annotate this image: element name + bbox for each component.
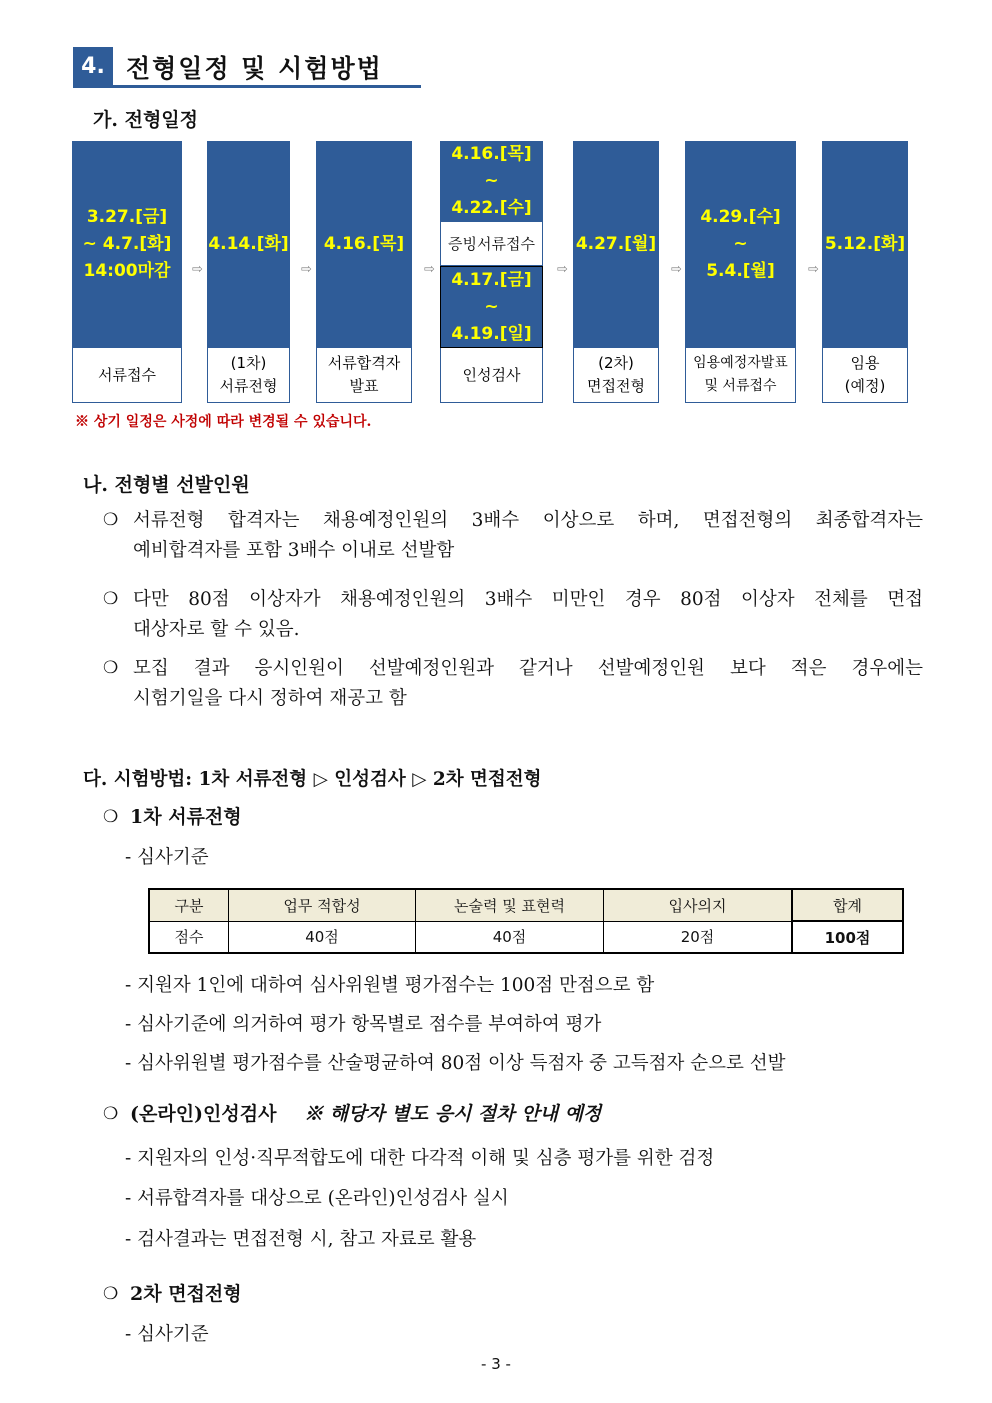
- method-1-title: 1차 서류전형: [130, 806, 242, 828]
- table-row: 점수 40점 40점 20점 100점: [149, 921, 903, 953]
- timeline-label: 임용 (예정): [822, 348, 908, 403]
- timeline-date: 4.29.[수] ~ 5.4.[월]: [685, 141, 796, 348]
- timeline-step-6: [685, 141, 796, 403]
- method-2-item-1: - 지원자의 인성·직무적합도에 대한 다각적 이해 및 심층 평가를 위한 검정: [125, 1148, 715, 1169]
- timeline-label: 인성검사: [440, 348, 543, 403]
- timeline-label: 임용예정자발표 및 서류접수: [685, 348, 796, 403]
- section-title: 전형일정 및 시험방법: [126, 54, 383, 83]
- timeline-date: 5.12.[화]: [822, 141, 908, 348]
- timeline-step-2: [207, 141, 290, 403]
- circle-bullet-icon: ❍: [103, 1104, 119, 1124]
- page-number: - 3 -: [481, 1355, 511, 1373]
- circle-bullet-icon: ❍: [103, 807, 119, 827]
- timeline-middle-label: 증빙서류접수: [440, 221, 543, 266]
- timeline-label: (1차) 서류전형: [207, 348, 290, 403]
- selection-item-3: 모집 결과 응시인원이 선발예정인원과 같거나 선발예정인원 보다 적은 경우에는 시험기일을 다시 정하여 재공고 함: [133, 658, 923, 709]
- timeline-step-1: [72, 141, 182, 403]
- section-underline: [73, 85, 421, 88]
- selection-item-2: 다만 80점 이상자가 채용예정인원의 3배수 미만인 경우 80점 이상자 전체를 면접 대상자로 할 수 있음.: [133, 589, 923, 640]
- arrow-icon: ⇨: [671, 262, 682, 277]
- arrow-icon: ⇨: [557, 262, 568, 277]
- criteria-label: - 심사기준: [125, 847, 209, 868]
- circle-bullet-icon: ❍: [103, 1284, 119, 1304]
- arrow-icon: ⇨: [301, 262, 312, 277]
- timeline-date: 4.27.[월]: [573, 141, 659, 348]
- timeline-date: 4.16.[목]: [316, 141, 412, 348]
- timeline-step-3: [316, 141, 412, 403]
- timeline-label: 서류접수: [72, 348, 182, 403]
- circle-bullet-icon: ❍: [103, 510, 119, 530]
- selection-item-1: 서류전형 합격자는 채용예정인원의 3배수 이상으로 하며, 면접전형의 최종합격자는 예비합격자를 포함 3배수 이내로 선발함: [133, 510, 923, 561]
- table-header-row: 구분 업무 적합성 논술력 및 표현력 입사의지 합계: [149, 889, 903, 921]
- subheading-schedule: 가. 전형일정: [93, 109, 198, 131]
- method-3-title: 2차 면접전형: [130, 1283, 242, 1305]
- arrow-icon: ⇨: [424, 262, 435, 277]
- timeline-step-5: [573, 141, 659, 403]
- timeline-date-docs: 4.16.[목] ~ 4.22.[수]: [440, 141, 543, 221]
- method-2-title: (온라인)인성검사: [130, 1103, 277, 1125]
- circle-bullet-icon: ❍: [103, 589, 119, 609]
- circle-bullet-icon: ❍: [103, 658, 119, 678]
- subheading-selection: 나. 전형별 선발인원: [83, 474, 250, 496]
- score-table: [148, 888, 904, 954]
- method-1-item-1: - 지원자 1인에 대하여 심사위원별 평가점수는 100점 만점으로 함: [125, 975, 655, 996]
- timeline-step-4: [440, 141, 543, 403]
- timeline-date: 3.27.[금] ~ 4.7.[화] 14:00마감: [72, 141, 182, 348]
- timeline-step-7: [822, 141, 908, 403]
- timeline-label: 서류합격자 발표: [316, 348, 412, 403]
- arrow-icon: ⇨: [192, 262, 203, 277]
- method-2-note: ※ 해당자 별도 응시 절차 안내 예정: [304, 1103, 602, 1125]
- subheading-method: 다. 시험방법: 1차 서류전형 ▷ 인성검사 ▷ 2차 면접전형: [83, 769, 542, 790]
- method-1-item-2: - 심사기준에 의거하여 평가 항목별로 점수를 부여하여 평가: [125, 1014, 602, 1035]
- method-1-item-3: - 심사위원별 평가점수를 산술평균하여 80점 이상 득점자 중 고득점자 순으로 선발: [125, 1053, 786, 1074]
- method-2-item-2: - 서류합격자를 대상으로 (온라인)인성검사 실시: [125, 1188, 509, 1209]
- arrow-icon: ⇨: [808, 262, 819, 277]
- timeline-label: (2차) 면접전형: [573, 348, 659, 403]
- timeline-date-test: 4.17.[금] ~ 4.19.[일]: [440, 266, 543, 348]
- timeline-date: 4.14.[화]: [207, 141, 290, 348]
- method-3-criteria: - 심사기준: [125, 1324, 209, 1345]
- section-number: 4.: [73, 47, 113, 85]
- schedule-note: ※ 상기 일정은 사정에 따라 변경될 수 있습니다.: [75, 414, 372, 430]
- method-2-item-3: - 검사결과는 면접전형 시, 참고 자료로 활용: [125, 1229, 477, 1250]
